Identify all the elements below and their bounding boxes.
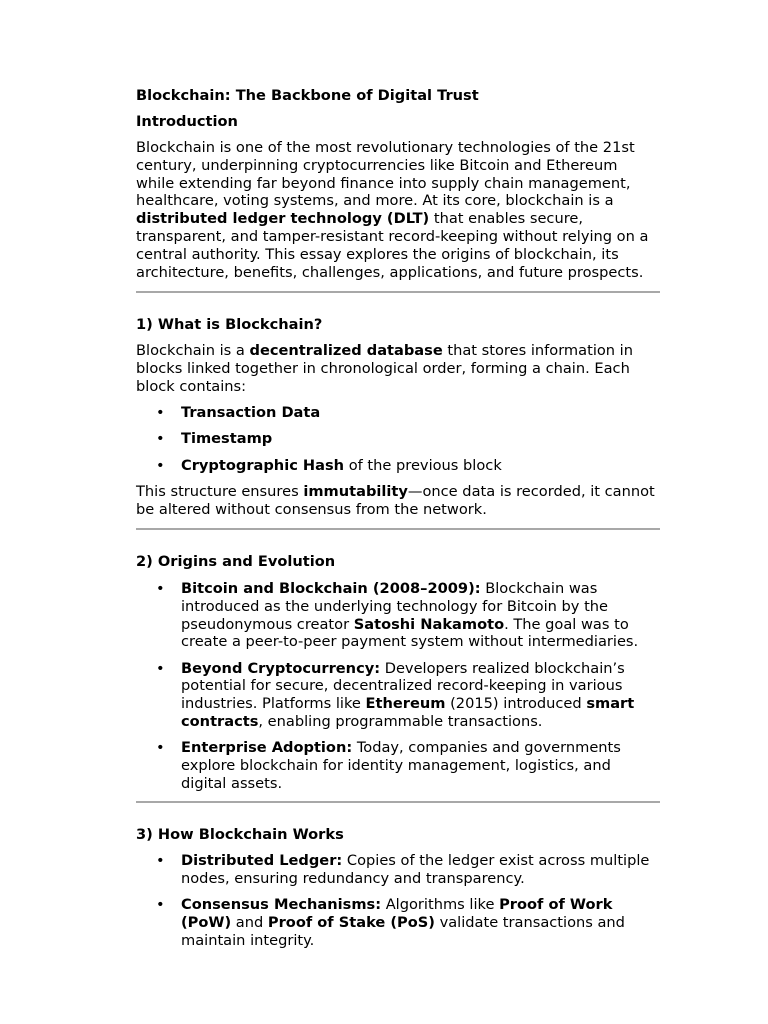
list-item	[136, 852, 660, 888]
list-item-bold: Timestamp	[181, 430, 273, 448]
intro-text-1: Blockchain is one of the most revolutionary technologies of the 21st century, underpinning cryptocurrencies like Bitcoin and Ethereum while extending far beyond finance into supply chain management, healthcare, voting systems, and more. At its core, blockchain is a	[136, 139, 635, 210]
list-item-text: . The goal was to create a peer-to-peer payment system without intermediaries.	[181, 615, 639, 651]
section-3-heading: 3) How Blockchain Works	[136, 826, 344, 843]
list-item-text: Today, companies and governments explore blockchain for identity management, logistics, and digital assets.	[181, 739, 621, 792]
intro-text-2: that enables secure, transparent, and tamper-resistant record-keeping without relying on a central authority. This essay explores the origins of blockchain, its architecture, benefits, challenges, applications, and future prospects.	[136, 210, 649, 281]
list-item	[136, 660, 660, 731]
s1-bold-immutability: immutability	[303, 483, 408, 500]
list-item-bold: Consensus Mechanisms:	[181, 896, 382, 914]
s1-bold-decentralized: decentralized database	[249, 342, 443, 359]
list-item-text: Algorithms like	[381, 896, 500, 914]
intro-heading: Introduction	[136, 113, 238, 130]
list-item-text: of the previous block	[344, 456, 502, 474]
list-item-bold-satoshi: Satoshi Nakamoto	[353, 615, 505, 633]
section-1-closing-paragraph	[136, 483, 660, 519]
s1-text-4: —once data is recorded, it cannot be altered without consensus from the network.	[136, 483, 655, 518]
list-item-text: (2015) introduced	[445, 695, 587, 713]
list-item	[136, 580, 660, 651]
list-item-bold-pos: Proof of Stake (PoS)	[267, 913, 435, 931]
list-item-bold: Enterprise Adoption:	[181, 739, 353, 757]
list-item-bold-smart-contracts: smart contracts	[181, 695, 635, 731]
section-divider-3	[136, 801, 660, 803]
list-item-text: Blockchain was introduced as the underlying technology for Bitcoin by the pseudonymous creator	[181, 580, 609, 633]
section-1-heading: 1) What is Blockchain?	[136, 316, 323, 333]
section-1-paragraph	[136, 342, 660, 395]
section-divider-2	[136, 528, 660, 530]
list-item-bold: Bitcoin and Blockchain (2008–2009):	[181, 580, 481, 597]
list-item-text: validate transactions and maintain integrity.	[181, 913, 625, 949]
section-divider-1	[136, 291, 660, 293]
list-item-text: and	[231, 913, 268, 931]
list-item	[136, 430, 660, 448]
list-item-bold-ethereum: Ethereum	[365, 695, 446, 713]
list-item	[136, 457, 660, 475]
list-item-bold: Distributed Ledger:	[181, 852, 343, 869]
list-item	[136, 404, 660, 422]
block-contents-list	[136, 404, 660, 474]
s1-text-3: This structure ensures	[136, 483, 304, 500]
list-item-bold-pow: Proof of Work (PoW)	[181, 896, 613, 931]
list-item	[136, 739, 660, 792]
s1-text-2: that stores information in blocks linked together in chronological order, forming a chain. Each block contains:	[136, 342, 633, 395]
list-item-text: Copies of the ledger exist across multiple nodes, ensuring redundancy and transparency.	[181, 852, 650, 887]
s1-text-1: Blockchain is a	[136, 342, 250, 359]
list-item-text: Developers realized blockchain’s potential for secure, decentralized record-keeping in various industries. Platforms like	[181, 659, 625, 713]
how-it-works-list	[136, 852, 660, 949]
list-item	[136, 896, 660, 949]
document-title: Blockchain: The Backbone of Digital Trust	[136, 87, 479, 104]
intro-paragraph	[136, 139, 660, 281]
list-item-bold: Beyond Cryptocurrency:	[181, 659, 381, 677]
section-2-heading: 2) Origins and Evolution	[136, 553, 336, 570]
list-item-bold: Cryptographic Hash	[181, 456, 345, 474]
intro-bold-dlt: distributed ledger technology (DLT)	[136, 210, 430, 228]
list-item-text: , enabling programmable transactions.	[258, 713, 543, 731]
list-item-bold: Transaction Data	[181, 404, 321, 421]
origins-list	[136, 580, 660, 793]
